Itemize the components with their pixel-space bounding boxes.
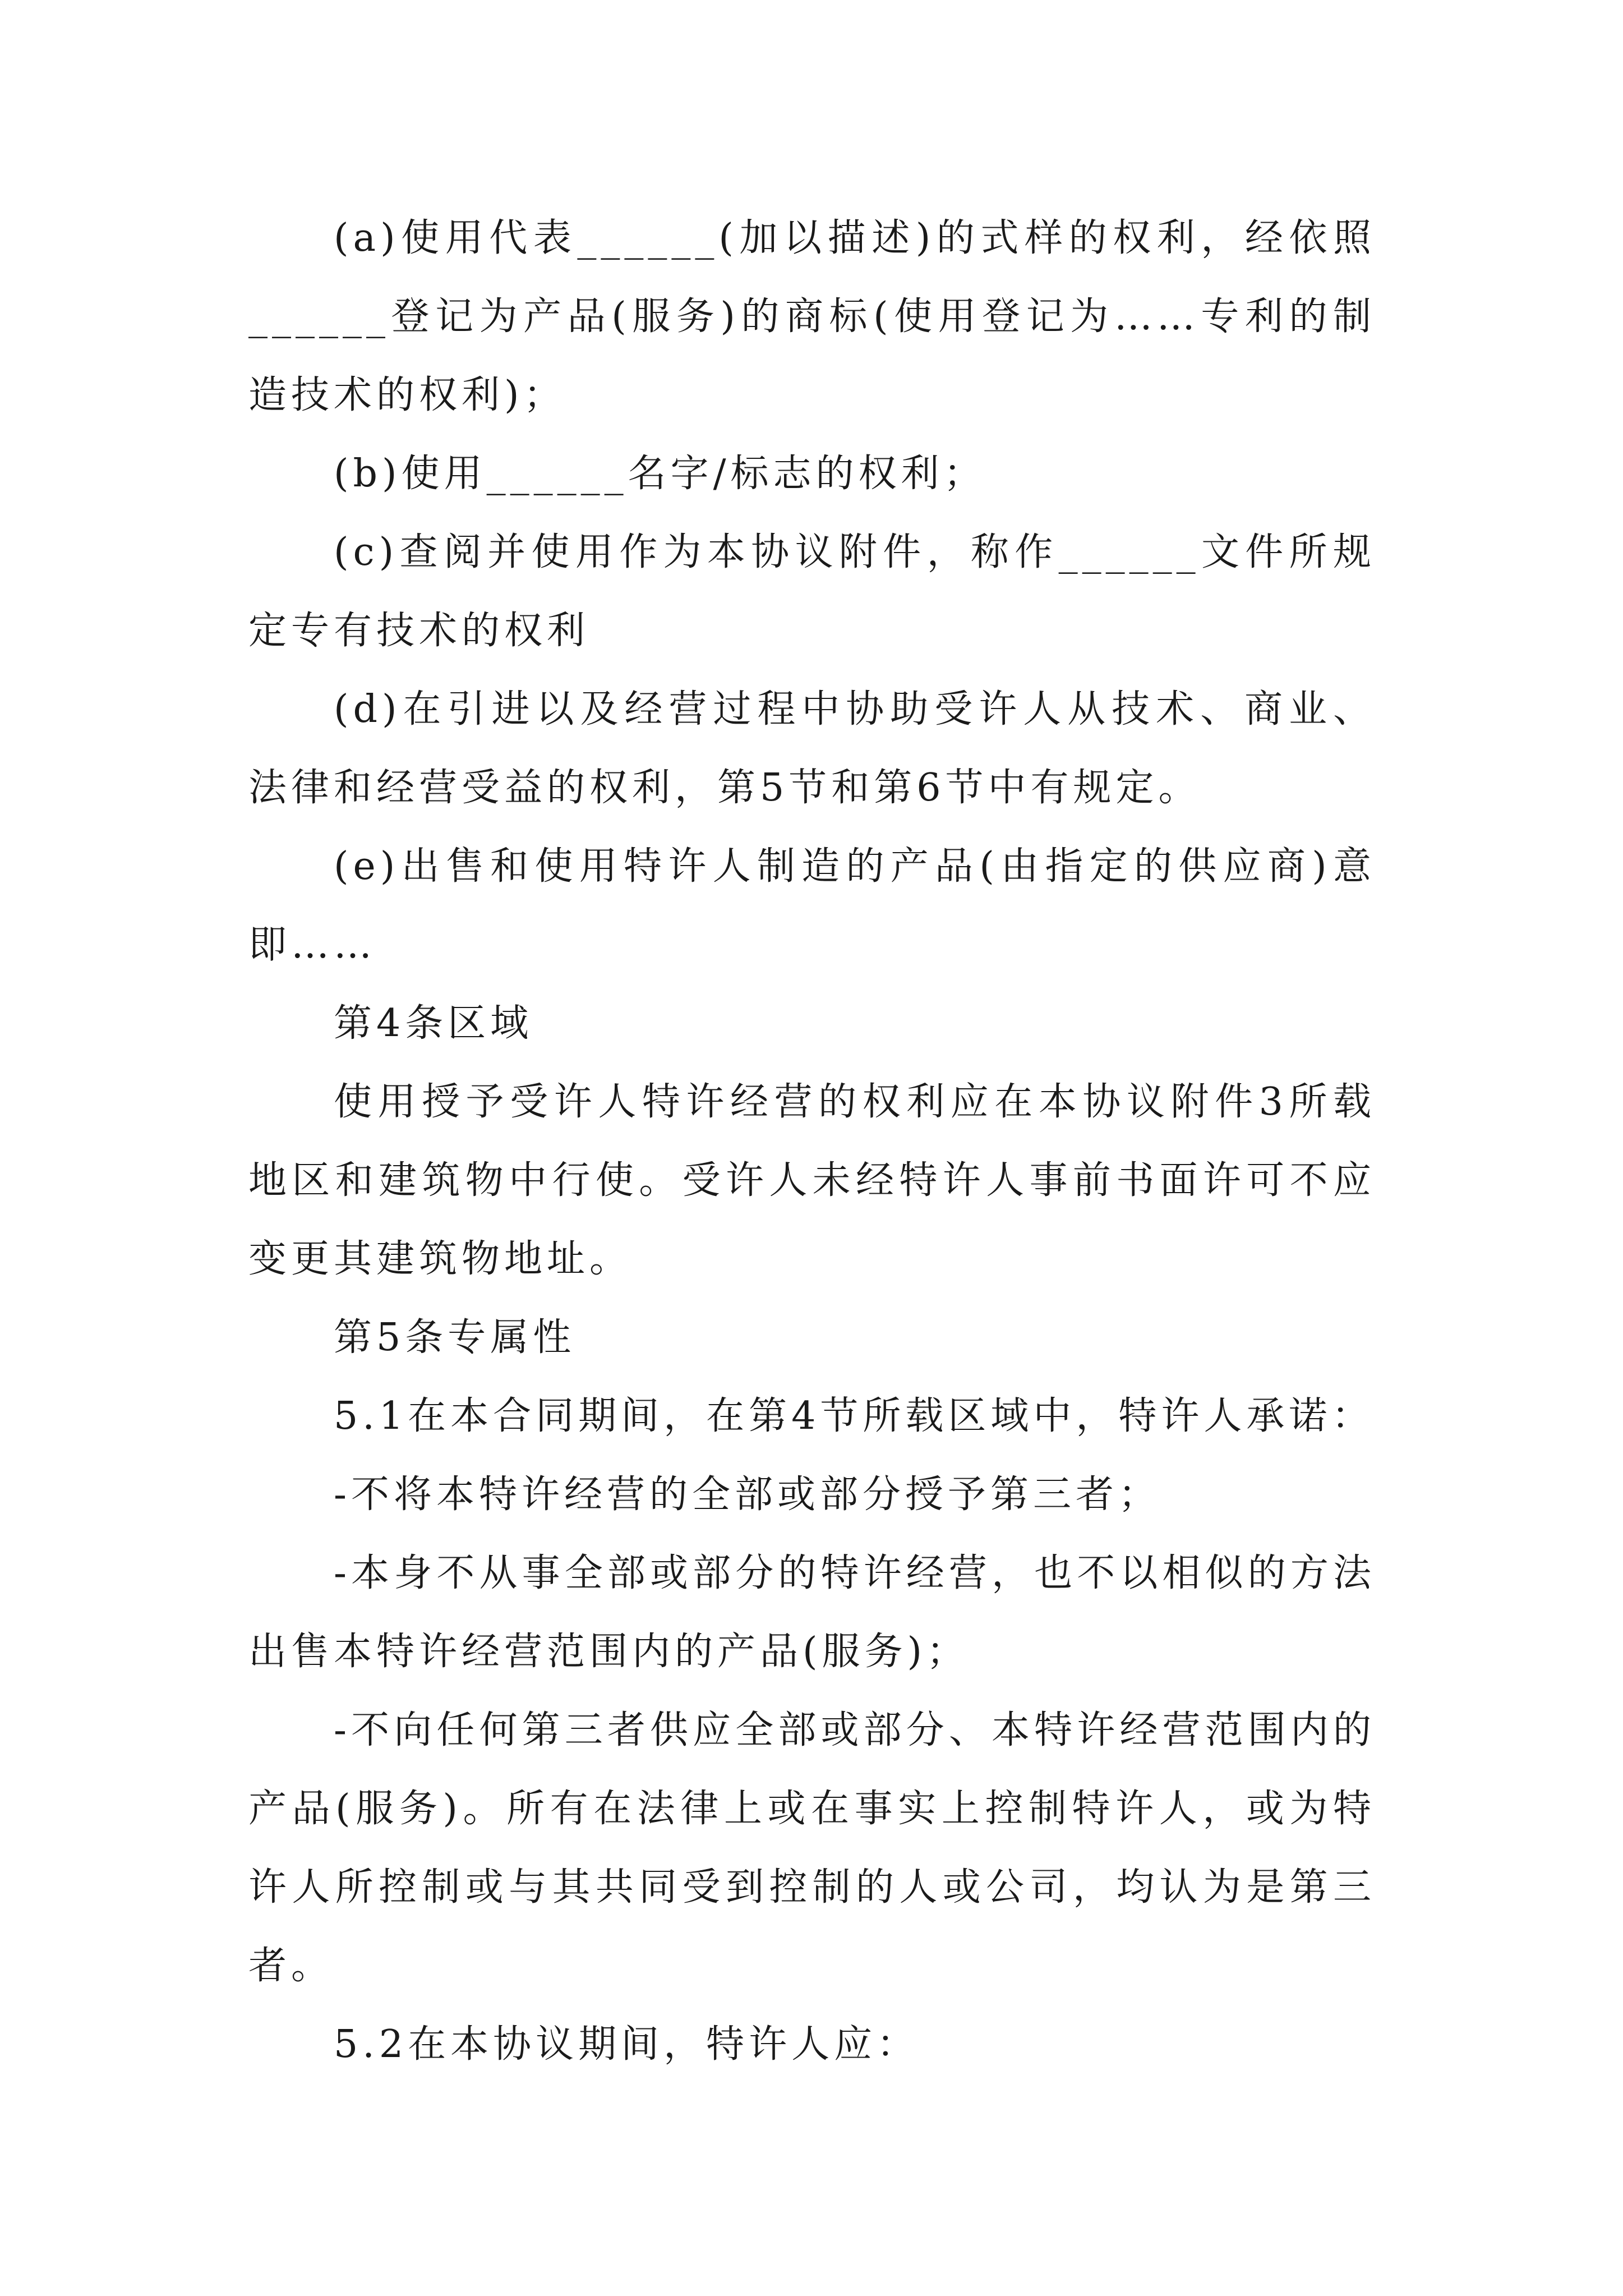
clause-d-paragraph: (d)在引进以及经营过程中协助受许人从技术、商业、法律和经营受益的权利，第5节和第6节中有规定。 — [248, 687, 1376, 810]
article-5-heading: 第5条专属性 — [334, 1315, 576, 1360]
section-5-1-paragraph: 5.1在本合同期间，在第4节所载区域中，特许人承诺： — [334, 1394, 1375, 1438]
clause-b-paragraph: (b)使用______名字/标志的权利； — [334, 452, 986, 496]
clause-c-paragraph: (c)查阅并使用作为本协议附件，称作______文件所规定专有技术的权利 — [248, 530, 1376, 653]
section-5-2-paragraph: 5.2在本协议期间，特许人应： — [334, 2022, 920, 2067]
clause-e-paragraph: (e)出售和使用特许人制造的产品(由指定的供应商)意即…… — [248, 844, 1376, 967]
clause-a-paragraph: (a)使用代表______(加以描述)的式样的权利，经依照______登记为产品(服务)的商标(使用登记为……专利的制造技术的权利)； — [248, 216, 1376, 417]
article-4-heading: 第4条区域 — [334, 1001, 533, 1046]
section-5-1-item-1: -不将本特许经营的全部或部分授予第三者； — [334, 1473, 1161, 1517]
section-5-1-item-3: -不向任何第三者供应全部或部分、本特许经营范围内的产品(服务)。所有在法律上或在事实上控制特许人，或为特许人所控制或与其共同受到控制的人或公司，均认为是第三者。 — [248, 1708, 1376, 1988]
document-body — [248, 199, 1376, 2084]
section-5-1-item-2: -本身不从事全部或部分的特许经营，也不以相似的方法出售本特许经营范围内的产品(服务)； — [248, 1551, 1376, 1674]
article-4-body: 使用授予受许人特许经营的权利应在本协议附件3所载地区和建筑物中行使。受许人未经特许人事前书面许可不应变更其建筑物地址。 — [248, 1080, 1376, 1281]
